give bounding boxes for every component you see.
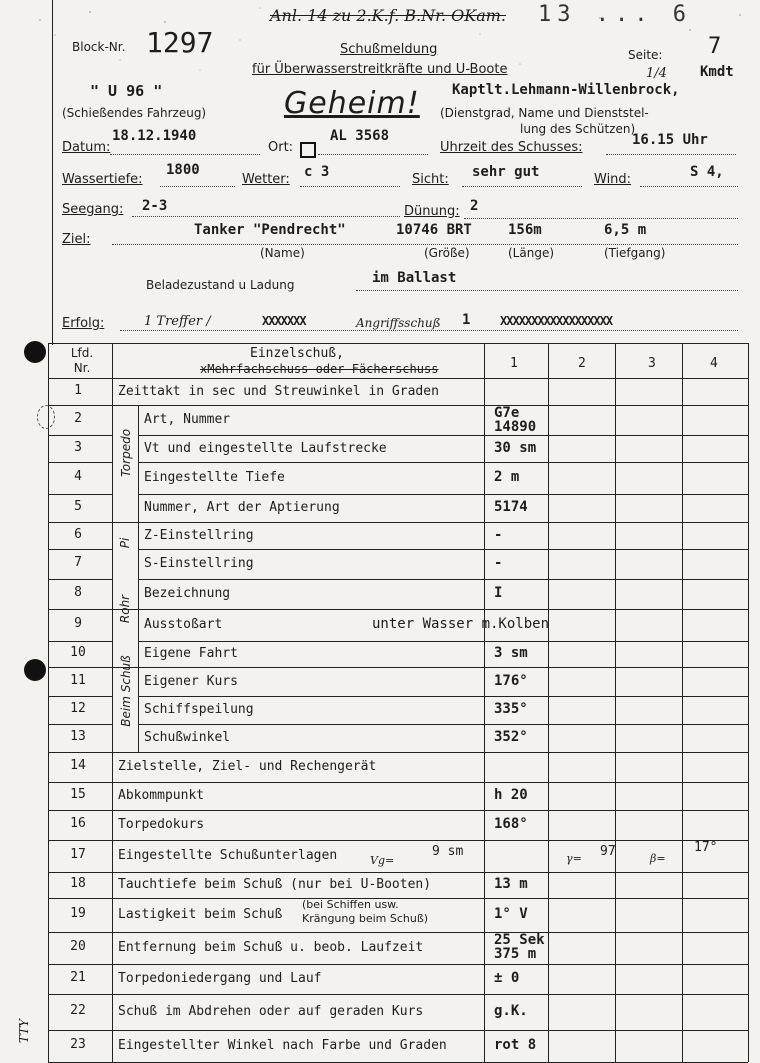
ort-value: AL 3568	[330, 128, 390, 144]
table-row-value: 30 sm	[494, 439, 537, 456]
table-row-label: Art, Nummer	[144, 412, 231, 427]
table-row-separator	[138, 494, 748, 495]
table-col4-divider	[682, 343, 683, 1062]
table-col3-divider	[615, 343, 616, 1062]
table-row-separator	[138, 724, 748, 725]
commander-caption-1: (Dienstgrad, Name und Dienststel-	[440, 106, 649, 120]
table-row-label: Entfernung beim Schuß u. beob. Laufzeit	[118, 940, 424, 955]
group-beim-schuss: Beim Schuß	[119, 655, 133, 727]
form-subtitle: für Überwasserstreitkräfte und U-Boote	[252, 62, 508, 77]
page-fraction: 1/4	[646, 66, 667, 81]
table-row-separator	[138, 609, 748, 610]
table-row-label: S-Einstellring	[144, 556, 254, 571]
ziel-name: Tanker "Pendrecht"	[194, 222, 346, 238]
table-nr-divider	[112, 343, 113, 1062]
duenung-line	[464, 218, 738, 219]
wind-label: Wind:	[594, 172, 632, 187]
page-label: Seite:	[628, 48, 663, 62]
seegang-value: 2-3	[142, 198, 168, 214]
table-nr-separator	[48, 579, 112, 580]
table-row-value: ± 0	[494, 970, 520, 986]
table-row-label: Schiffspeilung	[144, 702, 254, 717]
row17-vg-label: Vg=	[370, 854, 395, 867]
table-row-value: 3 sm	[494, 645, 528, 661]
vessel-name: " U 96 "	[90, 82, 163, 100]
table-row-separator	[138, 696, 748, 697]
row19-note-1: (bei Schiffen usw.	[302, 898, 399, 911]
table-nr-separator	[48, 494, 112, 495]
table-row-value: -	[494, 555, 503, 571]
table-row-value: 5174	[494, 499, 528, 515]
table-nr-separator	[48, 462, 112, 463]
table-row-number: 8	[74, 585, 82, 600]
uhrzeit-label: Uhrzeit des Schusses:	[440, 140, 583, 155]
table-row-separator	[138, 579, 748, 580]
table-row-separator	[48, 782, 748, 783]
caption-name: (Name)	[260, 246, 305, 260]
table-row-label: Nummer, Art der Aptierung	[144, 500, 340, 515]
row17-gamma: 97	[600, 844, 616, 859]
table-row-number: 1	[74, 382, 82, 398]
row17-beta: 17°	[694, 840, 718, 855]
ort-square-icon	[300, 142, 316, 158]
punch-hole	[24, 341, 46, 363]
uhrzeit-line	[606, 154, 736, 155]
table-row-label: Z-Einstellring	[144, 527, 254, 543]
table-row-value: h 20	[494, 787, 528, 803]
erfolg-label: Erfolg:	[62, 316, 105, 331]
table-row-separator	[48, 810, 748, 811]
margin-note: TTY	[17, 1018, 32, 1044]
form-title: Schußmeldung	[340, 42, 438, 57]
datum-value: 18.12.1940	[112, 128, 197, 144]
table-row-value: g.K.	[494, 1003, 528, 1019]
stamp-numbers: 13 ... 6	[538, 2, 692, 27]
table-row-separator	[138, 435, 748, 436]
table-row-value: 25 Sek 375 m	[494, 932, 545, 962]
table-row-label: Zeittakt in sec und Streuwinkel in Graden	[118, 383, 439, 399]
table-row-number: 5	[74, 499, 82, 514]
table-row-value: I	[494, 585, 503, 601]
table-row-number: 18	[70, 876, 86, 891]
block-label: Block-Nr.	[72, 40, 126, 54]
table-row-number: 19	[70, 906, 86, 921]
table-row-value: 352°	[494, 729, 528, 745]
table-row-label: Eingestellte Schußunterlagen	[118, 848, 338, 863]
table-row-label: Schuß im Abdrehen oder auf geraden Kurs	[118, 1004, 424, 1019]
table-row-number: 11	[70, 672, 86, 688]
table-header-divider	[48, 378, 748, 379]
geheim-stamp: Geheim!	[284, 86, 420, 121]
table-row-label: Lastigkeit beim Schuß	[118, 907, 283, 922]
table-row-number: 14	[70, 758, 86, 773]
ziel-laenge: 156m	[508, 222, 542, 238]
table-row-value: 168°	[494, 816, 528, 832]
table-row-value: 1° V	[494, 906, 528, 922]
erfolg-struck: XXXXXXX	[262, 314, 306, 328]
wetter-label: Wetter:	[242, 172, 290, 187]
wetter-line	[300, 186, 400, 187]
col-head-3: 3	[648, 356, 656, 371]
ziel-groesse: 10746 BRT	[396, 222, 472, 238]
wassertiefe-line	[160, 186, 235, 187]
duenung-label: Dünung:	[404, 204, 460, 219]
group-torpedo: Torpedo	[119, 428, 133, 478]
table-head-einzel: Einzelschuß,	[250, 346, 344, 361]
table-row-value: 2 m	[494, 469, 520, 485]
table-row-separator	[138, 667, 748, 668]
table-row-separator	[138, 752, 748, 753]
sicht-line	[462, 186, 582, 187]
ziel-line	[112, 244, 738, 245]
table-row-number: 17	[70, 847, 86, 862]
table-row-number: 9	[74, 616, 82, 631]
angriff-struck: XXXXXXXXXXXXXXXXXX	[500, 314, 613, 328]
commander-caption-2: lung des Schützen)	[520, 122, 636, 136]
table-row-separator	[48, 840, 748, 841]
table-row-value: 335°	[494, 701, 528, 717]
table-row-label: Eigene Fahrt	[144, 646, 238, 661]
commander-suffix: Kmdt	[700, 64, 734, 80]
table-row-number: 20	[70, 939, 86, 954]
table-row-number: 23	[70, 1037, 86, 1052]
table-row-number: 3	[74, 439, 82, 455]
table-group-separator	[112, 667, 138, 668]
wind-line	[640, 186, 738, 187]
table-nr-separator	[48, 435, 112, 436]
table-row-number: 6	[74, 526, 82, 542]
table-row-label: Eigener Kurs	[144, 673, 238, 689]
wind-value: S 4,	[690, 164, 724, 180]
sicht-value: sehr gut	[472, 164, 540, 180]
table-row-separator	[138, 462, 748, 463]
table-row-separator	[48, 964, 748, 965]
table-row-number: 22	[70, 1003, 86, 1018]
table-row-value: G7e 14890	[494, 405, 537, 435]
table-row-number: 10	[70, 645, 86, 660]
angriff-label: Angriffsschuß	[356, 316, 441, 330]
table-col1-divider	[484, 343, 485, 1062]
datum-label: Datum:	[62, 140, 111, 155]
table-row-label: Tauchtiefe beim Schuß (nur bei U-Booten)	[118, 877, 432, 892]
row17-beta-label: β=	[650, 852, 666, 865]
wetter-value: c 3	[304, 164, 330, 180]
table-row-number: 7	[74, 555, 82, 570]
table-row-number: 4	[74, 469, 82, 484]
beladung-label: Beladezustand u Ladung	[146, 278, 295, 292]
ziel-tiefgang: 6,5 m	[604, 222, 647, 238]
table-row-separator	[138, 549, 748, 550]
table-row-number: 16	[70, 816, 86, 831]
caption-groesse: (Größe)	[424, 246, 470, 260]
ort-line	[318, 154, 428, 155]
table-head-einzel-struck: xMehrfachschuss oder Fächerschuss	[200, 362, 439, 376]
commander-name: Kaptlt.Lehmann-Willenbrock,	[452, 82, 680, 98]
row17-gamma-label: γ=	[566, 852, 582, 865]
block-number: 1297	[146, 26, 214, 59]
caption-tiefgang: (Tiefgang)	[604, 246, 666, 260]
wassertiefe-value: 1800	[166, 162, 200, 178]
duenung-value: 2	[470, 198, 479, 214]
table-row-separator	[48, 898, 748, 899]
ort-label: Ort:	[268, 140, 294, 155]
table-row-label: Zielstelle, Ziel- und Rechengerät	[118, 759, 377, 774]
col-head-2: 2	[578, 356, 586, 371]
uhrzeit-value: 16.15 Uhr	[632, 132, 708, 148]
table-row-number: 21	[70, 970, 86, 985]
table-row-value: rot 8	[494, 1037, 537, 1053]
ziel-label: Ziel:	[62, 232, 91, 247]
seegang-line	[132, 216, 400, 217]
table-right-border	[748, 343, 749, 1062]
table-row-number: 13	[70, 729, 86, 744]
caption-laenge: (Länge)	[508, 246, 555, 260]
col-head-1: 1	[510, 356, 518, 371]
table-nr-separator	[48, 752, 112, 753]
table-row-label: Ausstoßart	[144, 617, 223, 632]
table-row-number: 2	[74, 411, 82, 426]
table-head-nr: Lfd. Nr.	[70, 346, 94, 375]
datum-line	[110, 154, 260, 155]
page-number: 7	[708, 34, 722, 59]
table-row-label: Eingestellte Tiefe	[144, 470, 285, 485]
beladung-value: im Ballast	[372, 270, 457, 286]
table-top-border	[48, 343, 748, 344]
table-row-label: Torpedokurs	[118, 817, 205, 832]
col-head-4: 4	[710, 356, 718, 371]
table-row-separator	[48, 1030, 748, 1031]
table-nr-separator	[48, 724, 112, 725]
row19-note-2: Krängung beim Schuß)	[302, 912, 429, 925]
top-annotation: Anl. 14 zu 2.K.f. B.Nr. OKam.	[270, 6, 507, 25]
table-row-label: Eingestellter Winkel nach Farbe und Graden	[118, 1038, 447, 1053]
table-row-number: 12	[70, 701, 86, 716]
table-group-separator	[112, 522, 138, 523]
table-row-value: 13 m	[494, 876, 528, 892]
wassertiefe-label: Wassertiefe:	[62, 172, 143, 187]
table-row-value: -	[494, 526, 503, 543]
table-row-separator	[48, 994, 748, 995]
table-row-separator	[138, 522, 748, 523]
sicht-label: Sicht:	[412, 172, 449, 187]
table-row-label: Bezeichnung	[144, 586, 231, 601]
table-row-value: 176°	[494, 672, 528, 689]
table-nr-separator	[48, 549, 112, 550]
punch-hole	[24, 659, 46, 681]
table-row-separator	[48, 932, 748, 933]
angriff-value: 1	[462, 312, 471, 328]
table-row-label: Schußwinkel	[144, 730, 231, 745]
form-left-border	[52, 0, 53, 345]
table-nr-separator	[48, 696, 112, 697]
seegang-label: Seegang:	[62, 202, 124, 217]
table-row-label: Vt und eingestellte Laufstrecke	[144, 440, 387, 456]
row17-vg: 9 sm	[432, 844, 464, 859]
erfolg-line	[120, 330, 738, 331]
table-row-value: unter Wasser m.Kolben	[372, 616, 550, 632]
table-row-number: 15	[70, 787, 86, 802]
table-row-separator	[138, 641, 748, 642]
beladung-line	[356, 290, 738, 291]
table-row-separator	[48, 872, 748, 873]
table-group-separator	[112, 609, 138, 610]
table-nr-separator	[48, 609, 112, 610]
table-row-label: Abkommpunkt	[118, 788, 205, 803]
table-nr-separator	[48, 522, 112, 523]
table-nr-separator	[48, 667, 112, 668]
table-row-label: Torpedoniedergang und Lauf	[118, 971, 322, 986]
table-nr-separator	[48, 641, 112, 642]
table-row-separator	[48, 405, 748, 406]
group-pi: Pi	[118, 537, 132, 549]
group-rohr: Rohr	[118, 594, 132, 624]
table-group-separator	[112, 752, 138, 753]
erfolg-value: 1 Treffer /	[144, 314, 211, 329]
vessel-caption: (Schießendes Fahrzeug)	[62, 106, 207, 120]
